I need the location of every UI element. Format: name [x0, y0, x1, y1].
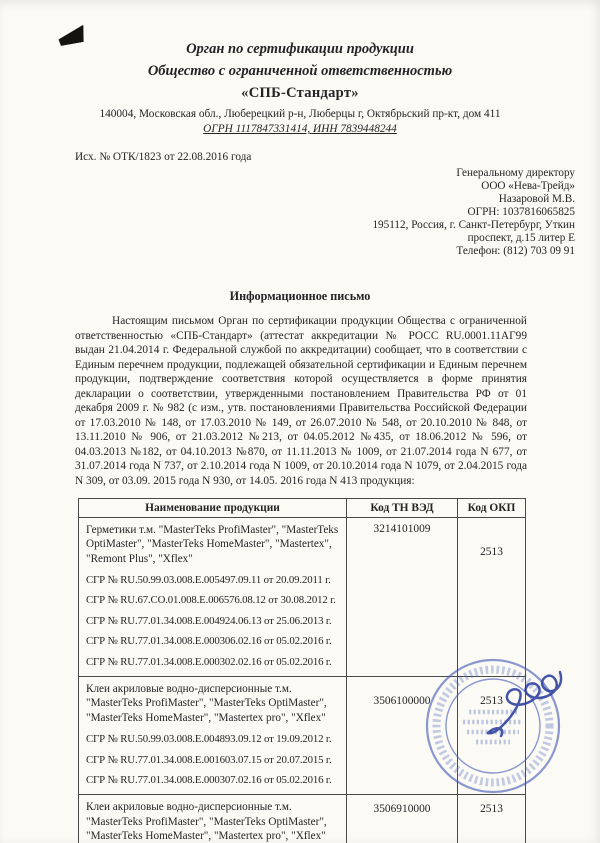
sgr-line: СГР № RU.50.99.03.008.Е.004893.09.12 от 19.09.2012 г.: [86, 733, 332, 746]
okp-code: 2513: [458, 676, 526, 794]
recipient-block: [372, 167, 575, 258]
okp-code: 2513: [458, 517, 526, 676]
column-header-okp-code: Код ОКП: [458, 498, 526, 517]
recipient-line: Назаровой М.В.: [498, 193, 575, 205]
column-header-tnved-code: Код ТН ВЭД: [347, 498, 458, 517]
recipient-line: проспект, д.15 литер Е: [467, 232, 575, 244]
sgr-line: СГР № RU.77.01.34.008.Е.000307.02.16 от 05.02.2016 г.: [86, 774, 332, 787]
org-address: 140004, Московская обл., Люберецкий р-н, Люберцы г, Октябрьский пр-кт, дом 411: [99, 108, 501, 120]
org-ogrn-inn: ОГРН 1117847331414, ИНН 7839448244: [203, 123, 397, 135]
sgr-line: СГР № RU.50.99.03.008.Е.005497.09.11 от 20.09.2011 г.: [86, 573, 331, 586]
stamp-and-signature: [405, 638, 581, 814]
recipient-line: ООО «Нева-Трейд»: [481, 180, 575, 192]
sgr-line: СГР № RU.77.01.34.008.Е.000302.02.16 от 05.02.2016 г.: [86, 655, 332, 668]
sgr-line: СГР № RU.77.01.34.008.Е.004924.06.13 от 25.06.2013 г.: [86, 614, 332, 627]
org-name: «СПБ-Стандарт»: [241, 85, 359, 101]
letter-title: Информационное письмо: [229, 289, 371, 303]
product-cell: [79, 795, 347, 843]
org-certification-line: Орган по сертификации продукции: [186, 41, 414, 57]
stamp-rings: [427, 660, 559, 792]
org-type-line: Общество с ограниченной ответственностью: [147, 63, 453, 79]
tnved-code: 3506910000: [347, 795, 458, 843]
sgr-line: СГР № RU.67.СО.01.008.Е.006576.08.12 от 30.08.2012 г.: [86, 594, 336, 607]
recipient-line: 195112, Россия, г. Санкт-Петербург, Уткин: [372, 219, 575, 231]
recipient-line: Генеральному директору: [456, 167, 575, 179]
product-name: Клеи акриловые водно-дисперсионные т.м. "MasterTeks ProfiMaster", "MasterTeks OptiMaster", "MasterTeks HomeMaster", "Mastertex pro", "Xflex": [86, 801, 327, 843]
tnved-code: 3506100000: [347, 676, 458, 794]
product-name: Клеи акриловые водно-дисперсионные т.м. "MasterTeks ProfiMaster", "MasterTeks OptiMaster", "MasterTeks HomeMaster", "Mastertex pro", "Xflex": [86, 682, 327, 725]
sgr-line: СГР № RU.77.01.34.008.Е.001603.07.15 от 20.07.2015 г.: [86, 753, 332, 766]
product-cell: [79, 676, 347, 794]
okp-code: 2513: [458, 795, 526, 843]
letterhead: [0, 0, 600, 137]
column-header-product-name: Наименование продукции: [79, 498, 347, 517]
recipient-line: Телефон: (812) 703 09 91: [456, 245, 575, 257]
table-header-row: [79, 498, 526, 517]
product-name: Герметики т.м. "MasterTeks ProfiMaster", "MasterTeks OptiMaster", "MasterTeks HomeMaster", "Mastertex", "Remont Plus", "Xflex": [86, 523, 339, 565]
letter-body: Настоящим письмом Орган по сертификации продукции Общества с ограниченной ответственностью «СПБ-Стандарт» (аттестат аккредитации № РОСС RU.0001.11АГ99 выдан 21.04.2014 г. Федеральной службой по аккредитации) сообщает, что в соответствии с Единым перечнем продукции, подлежащей обязательной сертификации и Единым перечнем продукции, подтверждение соответствия которой осуществляется в форме принятия декларации о соответствии, утвержденными постановлением Правительства РФ от 01 декабря 2009 г. № 982 (с изм., утв. постановлениями Правительства Российской Федерации от 17.03.2010 № 148, от 17.03.2010 № 149, от 26.07.2010 № 548, от 20.10.2010 № 848, от 13.11.2010 № 906, от 21.03.2012 №213, от 04.05.2012 №435, от 18.06.2012 № 596, от 04.03.2013 №182, от 04.10.2013 №870, от 11.11.2013 № 1009, от 21.07.2014 года N 677, от 31.07.2014 года N 737, от 2.10.2014 года N 1009, от 20.10.2014 года N 1079, от 2.04.2015 года N 309, от 03.09. 2015 года N 930, от 14.05. 2016 года N 413 продукция:: [75, 315, 527, 488]
outgoing-ref-number: Исх. № ОТК/1823 от 22.08.2016 года: [75, 151, 252, 163]
tnved-code: 3214101009: [347, 517, 458, 676]
recipient-line: ОГРН: 1037816065825: [467, 206, 575, 218]
product-cell: [79, 517, 347, 676]
sgr-line: СГР № RU.77.01.34.008.Е.000306.02.16 от 05.02.2016 г.: [86, 635, 332, 648]
round-stamp: [405, 638, 581, 814]
